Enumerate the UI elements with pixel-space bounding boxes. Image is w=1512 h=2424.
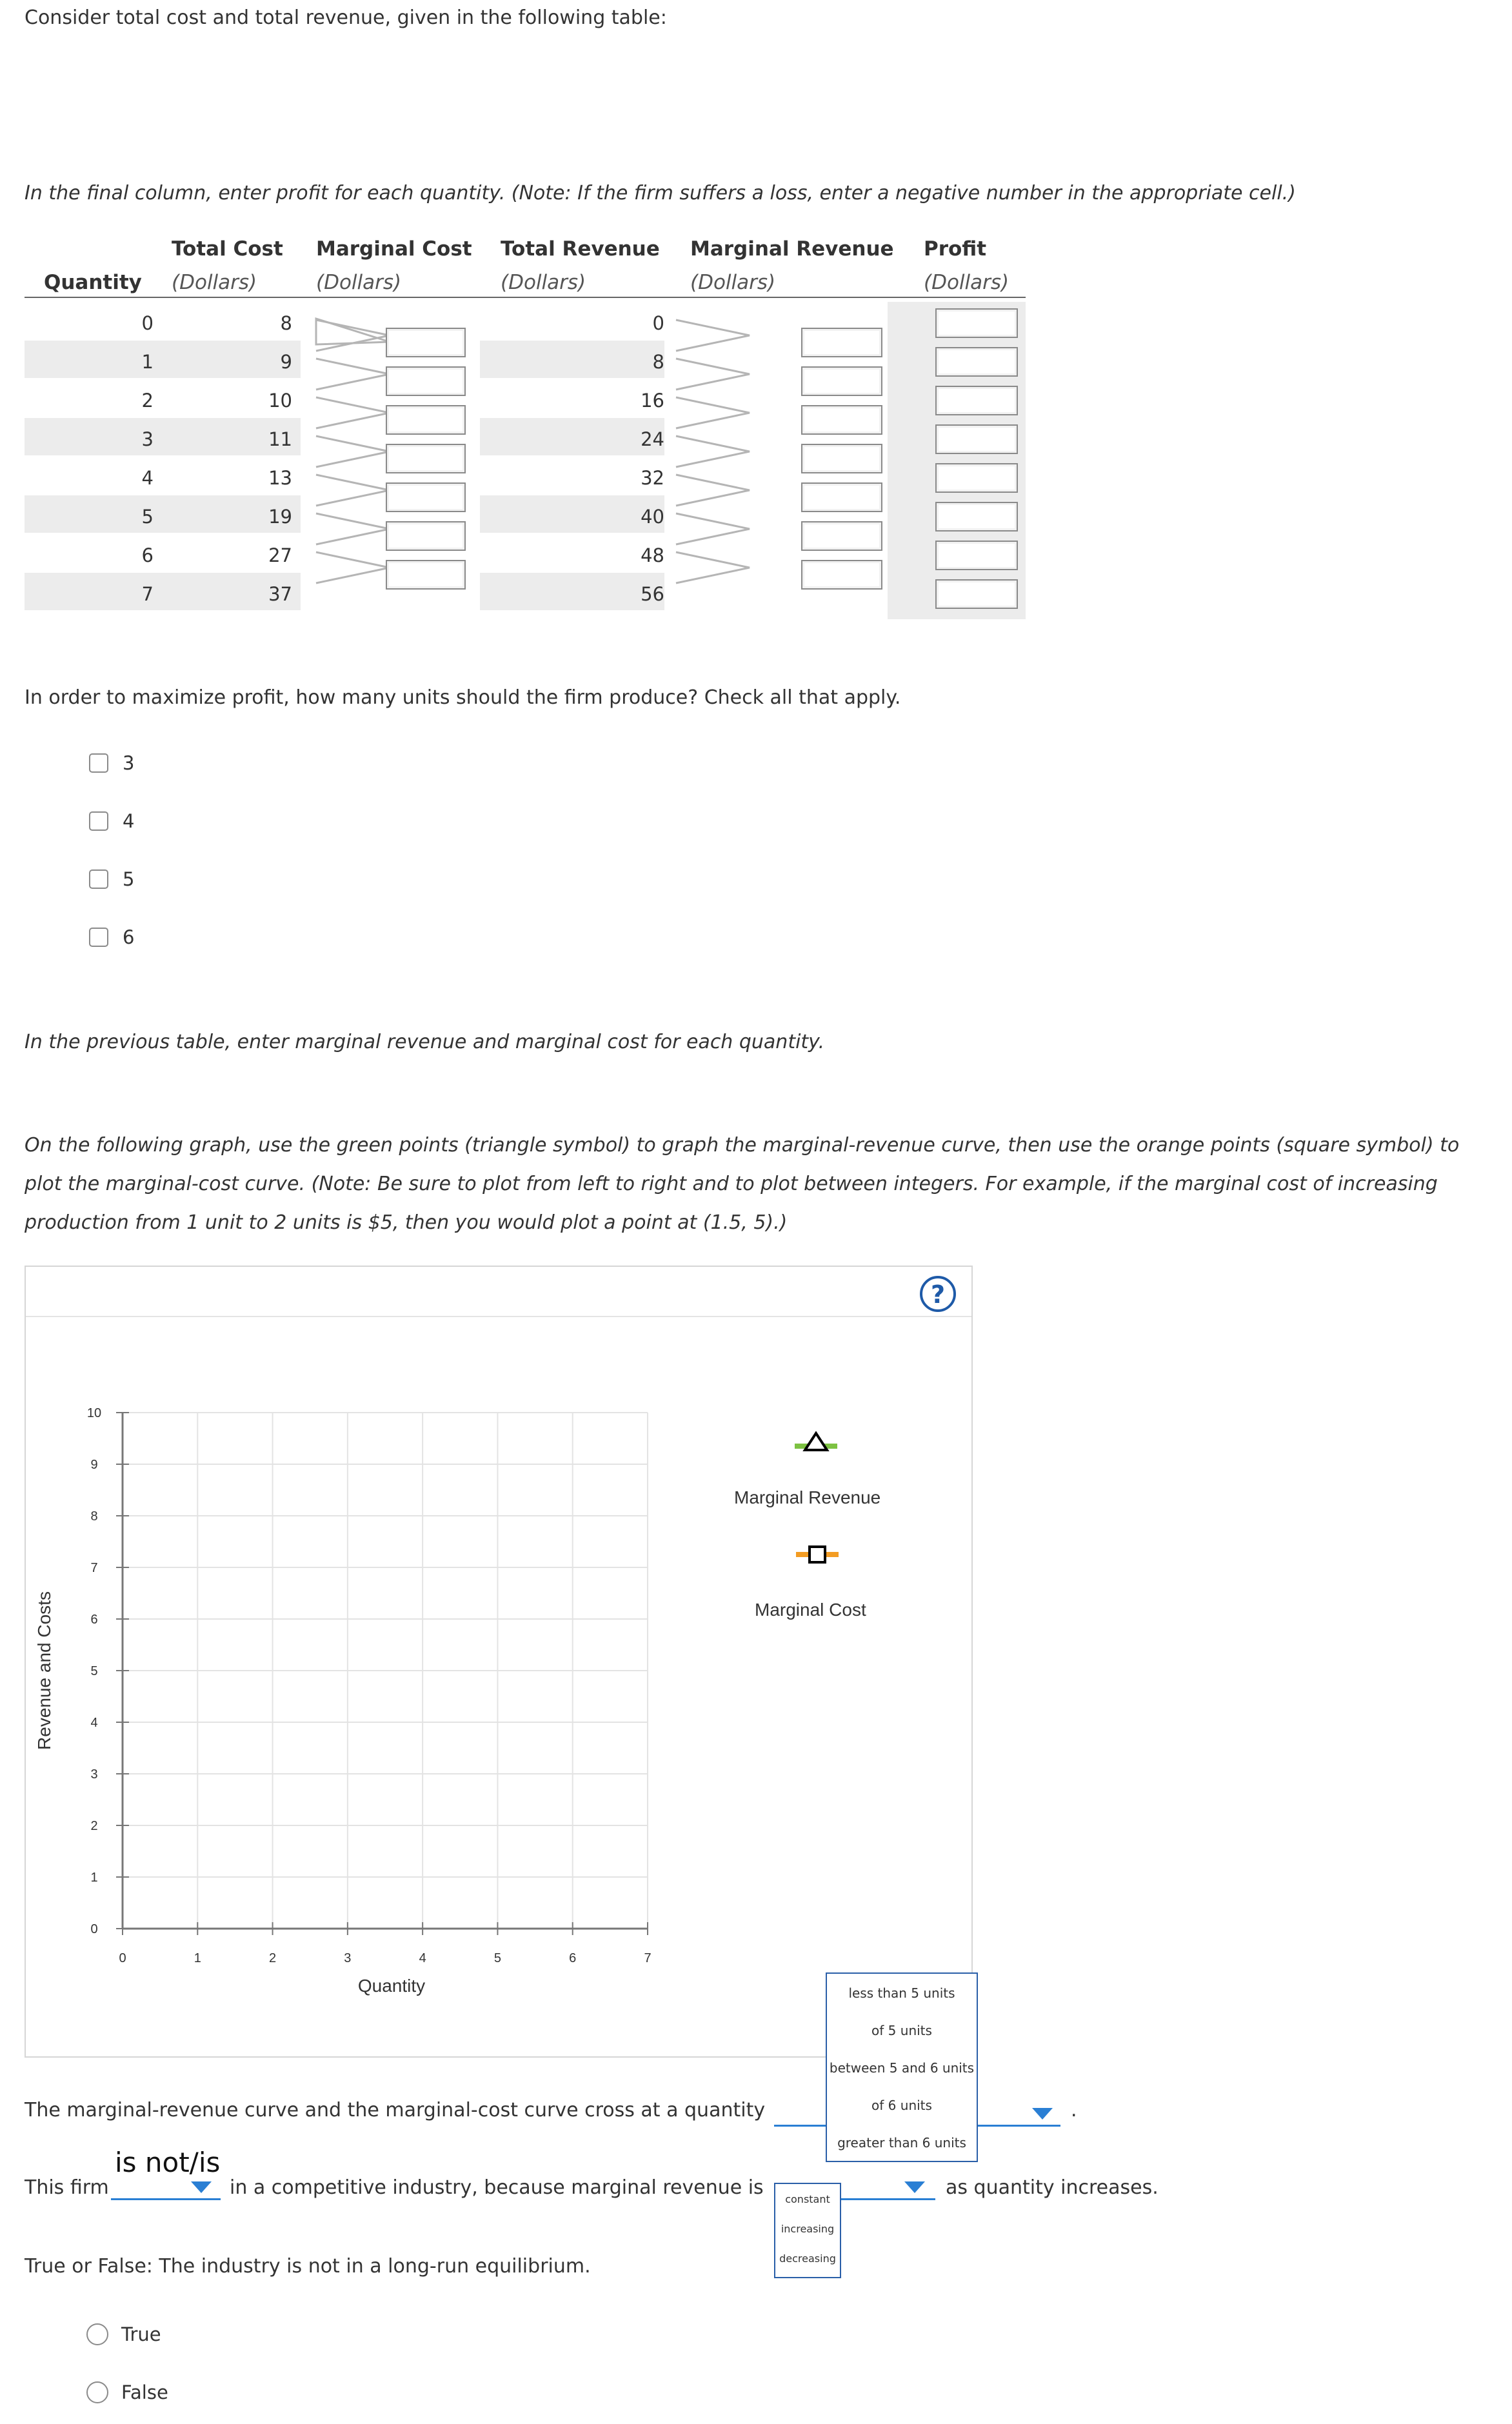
marginal-cost-input[interactable] <box>386 482 466 512</box>
cell-total-revenue: 32 <box>641 467 664 489</box>
question-maximize-profit <box>25 686 900 709</box>
cell-quantity: 3 <box>141 428 154 450</box>
y-tick-label: 5 <box>90 1664 98 1678</box>
graph-toolbar-divider <box>26 1316 971 1317</box>
y-tick-label: 8 <box>90 1509 98 1524</box>
profit-input[interactable] <box>935 541 1018 570</box>
cell-quantity: 5 <box>141 506 154 528</box>
question-maximize-profit-text: In order to maximize profit, how many units should the firm produce? Check all that apply. <box>25 686 901 709</box>
cell-quantity: 0 <box>141 312 154 334</box>
profit-input[interactable] <box>935 579 1018 609</box>
checkbox-label: 6 <box>123 926 135 948</box>
header-profit: Profit <box>924 237 987 261</box>
dropdown-option[interactable]: greater than 6 units <box>837 2135 966 2151</box>
marginal-cost-input[interactable] <box>386 560 466 590</box>
chevron-down-icon[interactable] <box>191 2181 212 2193</box>
arrow-shape <box>316 513 390 544</box>
arrow-shape <box>316 359 390 390</box>
header-unit-mr: (Dollars) <box>690 271 776 294</box>
y-tick-label: 2 <box>90 1819 98 1833</box>
arrow-shape <box>316 436 390 467</box>
arrow-shape <box>676 320 750 351</box>
chevron-down-icon[interactable] <box>904 2181 925 2193</box>
dropdown-option[interactable]: less than 5 units <box>848 1985 955 2001</box>
cell-total-revenue: 8 <box>652 351 664 373</box>
header-unit-tc: (Dollars) <box>172 271 257 294</box>
question-cross-text: The marginal-revenue curve and the marginal-cost curve cross at a quantity <box>25 2099 766 2121</box>
dropdown-option[interactable]: between 5 and 6 units <box>829 2060 975 2076</box>
cell-total-cost: 13 <box>268 467 292 489</box>
y-tick-label: 10 <box>86 1406 102 1420</box>
chevron-down-icon[interactable] <box>1032 2108 1053 2120</box>
marginal-revenue-arrows <box>673 315 764 599</box>
x-tick-label: 6 <box>569 1951 577 1965</box>
y-tick-label: 9 <box>90 1458 98 1472</box>
arrow-shape <box>316 552 390 583</box>
intro-text: Consider total cost and total revenue, given in the following table: <box>25 6 667 29</box>
checkbox[interactable] <box>89 811 108 831</box>
question-firm-suffix: as quantity increases. <box>946 2176 1159 2199</box>
cell-total-cost: 37 <box>268 583 292 605</box>
dropdown-option[interactable]: decreasing <box>779 2252 836 2265</box>
marginal-cost-input[interactable] <box>386 405 466 435</box>
header-marginal-revenue: Marginal Revenue <box>690 237 894 261</box>
arrow-shape <box>316 475 390 506</box>
arrow-shape <box>676 436 750 467</box>
profit-input[interactable] <box>935 386 1018 415</box>
firm-dropdown-line[interactable] <box>111 2198 221 2200</box>
header-unit-profit: (Dollars) <box>924 271 1010 294</box>
header-divider <box>25 297 1026 298</box>
profit-input[interactable] <box>935 463 1018 493</box>
checkbox[interactable] <box>89 869 108 889</box>
profit-input[interactable] <box>935 502 1018 531</box>
radio-true-label: True <box>121 2323 161 2345</box>
marginal-revenue-input[interactable] <box>801 366 882 396</box>
header-unit-mc: (Dollars) <box>316 271 402 294</box>
question-marginal-text: In the previous table, enter marginal revenue and marginal cost for each quantity. <box>25 1031 825 1053</box>
marginal-revenue-input[interactable] <box>801 560 882 590</box>
cell-total-revenue: 40 <box>641 506 664 528</box>
x-tick-label: 0 <box>119 1951 126 1965</box>
arrow-shape <box>676 397 750 428</box>
cell-total-revenue: 48 <box>641 544 664 566</box>
dropdown-option[interactable]: of 5 units <box>871 2023 932 2038</box>
arrow-shape <box>316 397 390 428</box>
legend-mc-square-icon[interactable] <box>795 1542 840 1567</box>
marginal-cost-input[interactable] <box>386 366 466 396</box>
checkbox-label: 3 <box>123 752 135 774</box>
legend-mr-triangle-icon[interactable] <box>793 1428 839 1454</box>
marginal-revenue-input[interactable] <box>801 521 882 551</box>
cell-quantity: 1 <box>141 351 154 373</box>
radio-false-label: False <box>121 2381 168 2403</box>
question-cross-period: . <box>1071 2099 1077 2121</box>
cell-quantity: 2 <box>141 390 154 412</box>
marginal-revenue-input[interactable] <box>801 328 882 357</box>
x-tick-label: 5 <box>493 1951 501 1965</box>
cell-total-cost: 8 <box>280 312 292 334</box>
dropdown-option[interactable]: constant <box>785 2193 830 2205</box>
graph-canvas[interactable] <box>26 1380 955 2025</box>
header-total-cost: Total Cost <box>172 237 283 261</box>
profit-input[interactable] <box>935 424 1018 454</box>
marginal-revenue-input[interactable] <box>801 405 882 435</box>
checkbox[interactable] <box>89 753 108 773</box>
question-true-false: True or False: The industry is not in a long-run equilibrium. <box>25 2255 591 2278</box>
cell-total-cost: 27 <box>268 544 292 566</box>
question-firm-prefix: This firm <box>25 2176 109 2199</box>
header-total-revenue: Total Revenue <box>501 237 660 261</box>
y-tick-label: 7 <box>90 1561 98 1575</box>
cell-total-revenue: 24 <box>641 428 664 450</box>
profit-input[interactable] <box>935 308 1018 338</box>
arrow-shape <box>676 552 750 583</box>
legend-mr-label: Marginal Revenue <box>734 1487 881 1507</box>
cell-total-cost: 9 <box>280 351 292 373</box>
checkbox-label: 5 <box>123 868 135 890</box>
y-tick-label: 3 <box>90 1767 98 1782</box>
arrow-shape <box>676 475 750 506</box>
cell-total-cost: 19 <box>268 506 292 528</box>
cell-total-revenue: 56 <box>641 583 664 605</box>
legend-mc-label: Marginal Cost <box>755 1600 866 1620</box>
marginal-cost-input[interactable] <box>386 328 466 357</box>
header-quantity: Quantity <box>44 271 142 294</box>
header-marginal-cost: Marginal Cost <box>316 237 472 261</box>
y-tick-label: 0 <box>90 1922 98 1936</box>
cell-total-cost: 11 <box>268 428 292 450</box>
cell-total-cost: 10 <box>268 390 292 412</box>
arrow-shape <box>676 513 750 544</box>
cell-total-revenue: 16 <box>641 390 664 412</box>
arrow-shape <box>676 359 750 390</box>
x-tick-label: 7 <box>644 1951 652 1965</box>
y-tick-label: 6 <box>90 1613 98 1627</box>
x-tick-label: 1 <box>194 1951 201 1965</box>
x-tick-label: 2 <box>269 1951 277 1965</box>
cell-quantity: 6 <box>141 544 154 566</box>
radio-true[interactable] <box>86 2323 108 2345</box>
marginal-cost-input[interactable] <box>386 521 466 551</box>
marginal-revenue-input[interactable] <box>801 444 882 473</box>
x-tick-label: 3 <box>344 1951 352 1965</box>
profit-input[interactable] <box>935 347 1018 377</box>
cell-quantity: 7 <box>141 583 154 605</box>
marginal-revenue-input[interactable] <box>801 482 882 512</box>
marginal-cost-input[interactable] <box>386 444 466 473</box>
checkbox[interactable] <box>89 928 108 947</box>
question-graph-instructions: On the following graph, use the green points (triangle symbol) to graph the marginal-revenue curve, then use the orange points (square symbol) to plot the marginal-cost curve. (Note: Be sure to plot from left to right and to plot between integers. For example, if the marginal cost of increasing production from 1 unit to 2 units is $5, then you would plot a point at (1.5, 5).) <box>25 1134 1460 1234</box>
y-tick-label: 1 <box>90 1871 98 1885</box>
y-axis-title: Revenue and Costs <box>34 1591 54 1750</box>
cross-dropdown-list[interactable] <box>826 1972 978 2162</box>
x-tick-label: 4 <box>419 1951 426 1965</box>
dropdown-option[interactable]: increasing <box>781 2223 835 2235</box>
help-icon[interactable]: ? <box>920 1276 956 1312</box>
y-tick-label: 4 <box>90 1716 98 1730</box>
checkbox-label: 4 <box>123 810 135 832</box>
cell-quantity: 4 <box>141 467 154 489</box>
radio-false[interactable] <box>86 2381 108 2403</box>
question-profit-text: In the final column, enter profit for each quantity. (Note: If the firm suffers a loss, enter a negative number in the appropriate cell.) <box>25 182 1296 204</box>
header-unit-tr: (Dollars) <box>501 271 586 294</box>
question-firm-middle: in a competitive industry, because marginal revenue is <box>230 2176 764 2199</box>
cost-revenue-table <box>25 231 1026 619</box>
dropdown-option[interactable]: of 6 units <box>871 2098 932 2113</box>
firm-dropdown-selected[interactable]: is not/is <box>115 2147 221 2178</box>
cell-total-revenue: 0 <box>652 312 664 334</box>
revenue-dropdown-list[interactable] <box>774 2183 841 2278</box>
x-axis-title: Quantity <box>357 1976 426 1996</box>
